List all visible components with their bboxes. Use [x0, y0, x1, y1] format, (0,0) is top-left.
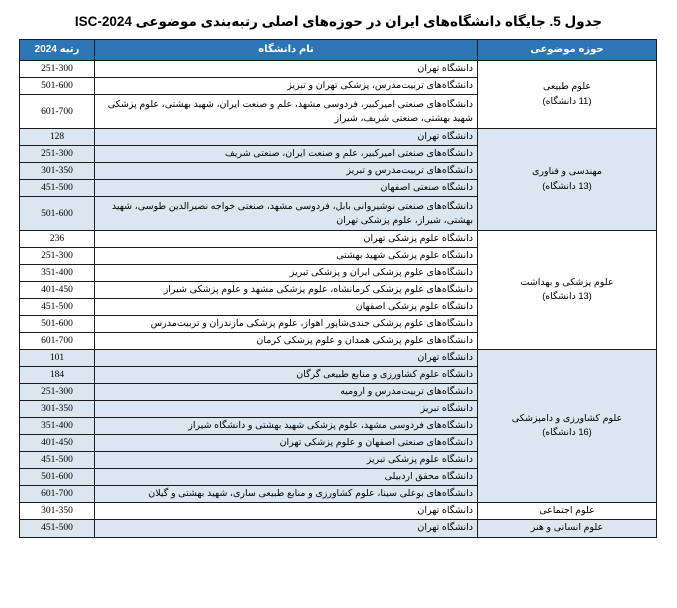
rank-cell: 251-300	[20, 146, 95, 163]
university-cell: دانشگاه‌های علوم پزشکی جندی‌شاپور اهواز، علوم پزشکی مازندران و تربیت‌مدرس	[95, 316, 478, 333]
domain-name: علوم اجتماعی	[539, 505, 595, 516]
university-cell: دانشگاه علوم پزشکی شهید بهشتی	[95, 248, 478, 265]
domain-cell	[478, 129, 657, 231]
rank-cell: 251-300	[20, 61, 95, 78]
university-cell: دانشگاه‌های صنعتی امیرکبیر، فردوسی مشهد، علم و صنعت ایران، شهید بهشتی، علوم پزشکی شهید بهشتی، صنعتی شریف، شیراز	[95, 95, 478, 129]
table-header	[20, 40, 657, 61]
university-cell: دانشگاه‌های فردوسی مشهد، علوم پزشکی شهید بهشتی و دانشگاه شیراز	[95, 418, 478, 435]
domain-university-count: (13 دانشگاه)	[542, 180, 592, 191]
university-cell: دانشگاه تهران	[95, 503, 478, 520]
domain-name: علوم انسانی و هنر	[530, 522, 604, 534]
university-cell: دانشگاه علوم پزشکی تهران	[95, 231, 478, 248]
rank-cell: 451-500	[20, 180, 95, 197]
rank-cell: 501-600	[20, 316, 95, 333]
domain-name: مهندسی و فناوری	[532, 166, 602, 178]
university-cell: دانشگاه صنعتی اصفهان	[95, 180, 478, 197]
rank-cell: 501-600	[20, 469, 95, 486]
rank-cell: 601-700	[20, 95, 95, 129]
rank-cell: 101	[20, 350, 95, 367]
university-cell: دانشگاه محقق اردبیلی	[95, 469, 478, 486]
rank-cell: 301-350	[20, 503, 95, 520]
domain-university-count: (13 دانشگاه)	[542, 291, 592, 302]
rank-cell: 301-350	[20, 401, 95, 418]
rank-cell: 601-700	[20, 486, 95, 503]
rank-cell: 401-450	[20, 435, 95, 452]
domain-name: علوم پزشکی و بهداشت	[520, 276, 614, 288]
university-cell: دانشگاه علوم پزشکی تبریز	[95, 452, 478, 469]
rank-cell: 401-450	[20, 282, 95, 299]
university-cell: دانشگاه علوم پزشکی اصفهان	[95, 299, 478, 316]
table-container	[0, 39, 677, 538]
rank-cell: 128	[20, 129, 95, 146]
rank-cell: 351-400	[20, 418, 95, 435]
university-cell: دانشگاه‌های صنعتی امیرکبیر، علم و صنعت ایران، صنعتی شریف	[95, 146, 478, 163]
university-cell: دانشگاه تهران	[95, 61, 478, 78]
table-row	[20, 350, 657, 367]
domain-cell	[478, 350, 657, 503]
university-cell: دانشگاه‌های علوم پزشکی کرمانشاه، علوم پزشکی مشهد و علوم پزشکی شیراز	[95, 282, 478, 299]
table-row	[20, 503, 657, 520]
column-header-university: نام دانشگاه	[95, 40, 478, 61]
isc-ranking-table	[19, 39, 657, 538]
university-cell: دانشگاه تهران	[95, 350, 478, 367]
rank-cell: 501-600	[20, 78, 95, 95]
university-cell: دانشگاه تهران	[95, 129, 478, 146]
header-row	[20, 40, 657, 61]
university-cell: دانشگاه تهران	[95, 520, 478, 537]
university-cell: دانشگاه‌های علوم پزشکی همدان و علوم پزشکی کرمان	[95, 333, 478, 350]
rank-cell: 351-400	[20, 265, 95, 282]
table-body	[20, 61, 657, 538]
domain-university-count: (16 دانشگاه)	[542, 427, 592, 438]
domain-name: علوم طبیعی	[542, 81, 592, 93]
domain-cell	[478, 520, 657, 537]
domain-cell	[478, 231, 657, 350]
domain-cell	[478, 61, 657, 129]
rank-cell: 251-300	[20, 384, 95, 401]
column-header-domain: حوزه موضوعی	[478, 40, 657, 61]
university-cell: دانشگاه علوم کشاورزی و منابع طبیعی گرگان	[95, 367, 478, 384]
university-cell: دانشگاه تبریز	[95, 401, 478, 418]
rank-cell: 501-600	[20, 197, 95, 231]
rank-cell: 236	[20, 231, 95, 248]
column-header-rank: رتبه 2024	[20, 40, 95, 61]
rank-cell: 451-500	[20, 520, 95, 537]
table-title: جدول 5. جایگاه دانشگاه‌های ایران در حوزه‌های اصلی رتبه‌بندی موضوعی ISC-2024	[74, 14, 603, 29]
rank-cell: 301-350	[20, 163, 95, 180]
university-cell: دانشگاه‌های تربیت‌مدرس، پزشکی تهران و تبریز	[95, 78, 478, 95]
domain-name: علوم کشاورزی و دامپزشکی	[511, 412, 623, 424]
university-cell: دانشگاه‌های تربیت‌مدرس و ارومیه	[95, 384, 478, 401]
rank-cell: 251-300	[20, 248, 95, 265]
domain-cell	[478, 503, 657, 520]
rank-cell: 451-500	[20, 299, 95, 316]
university-cell: دانشگاه‌های تربیت‌مدرس و تبریز	[95, 163, 478, 180]
table-row	[20, 129, 657, 146]
table-row	[20, 520, 657, 537]
university-cell: دانشگاه‌های صنعتی نوشیروانی بابل، فردوسی مشهد، صنعتی خواجه نصیرالدین طوسی، شهید بهشتی، شیراز، علوم پزشکی تهران	[95, 197, 478, 231]
table-row	[20, 61, 657, 78]
university-cell: دانشگاه‌های بوعلی سینا، علوم کشاورزی و منابع طبیعی ساری، شهید بهشتی و گیلان	[95, 486, 478, 503]
university-cell: دانشگاه‌های صنعتی اصفهان و علوم پزشکی تهران	[95, 435, 478, 452]
rank-cell: 601-700	[20, 333, 95, 350]
rank-cell: 184	[20, 367, 95, 384]
rank-cell: 451-500	[20, 452, 95, 469]
table-row	[20, 231, 657, 248]
university-cell: دانشگاه‌های علوم پزشکی ایران و پزشکی تبریز	[95, 265, 478, 282]
domain-university-count: (11 دانشگاه)	[542, 95, 592, 106]
